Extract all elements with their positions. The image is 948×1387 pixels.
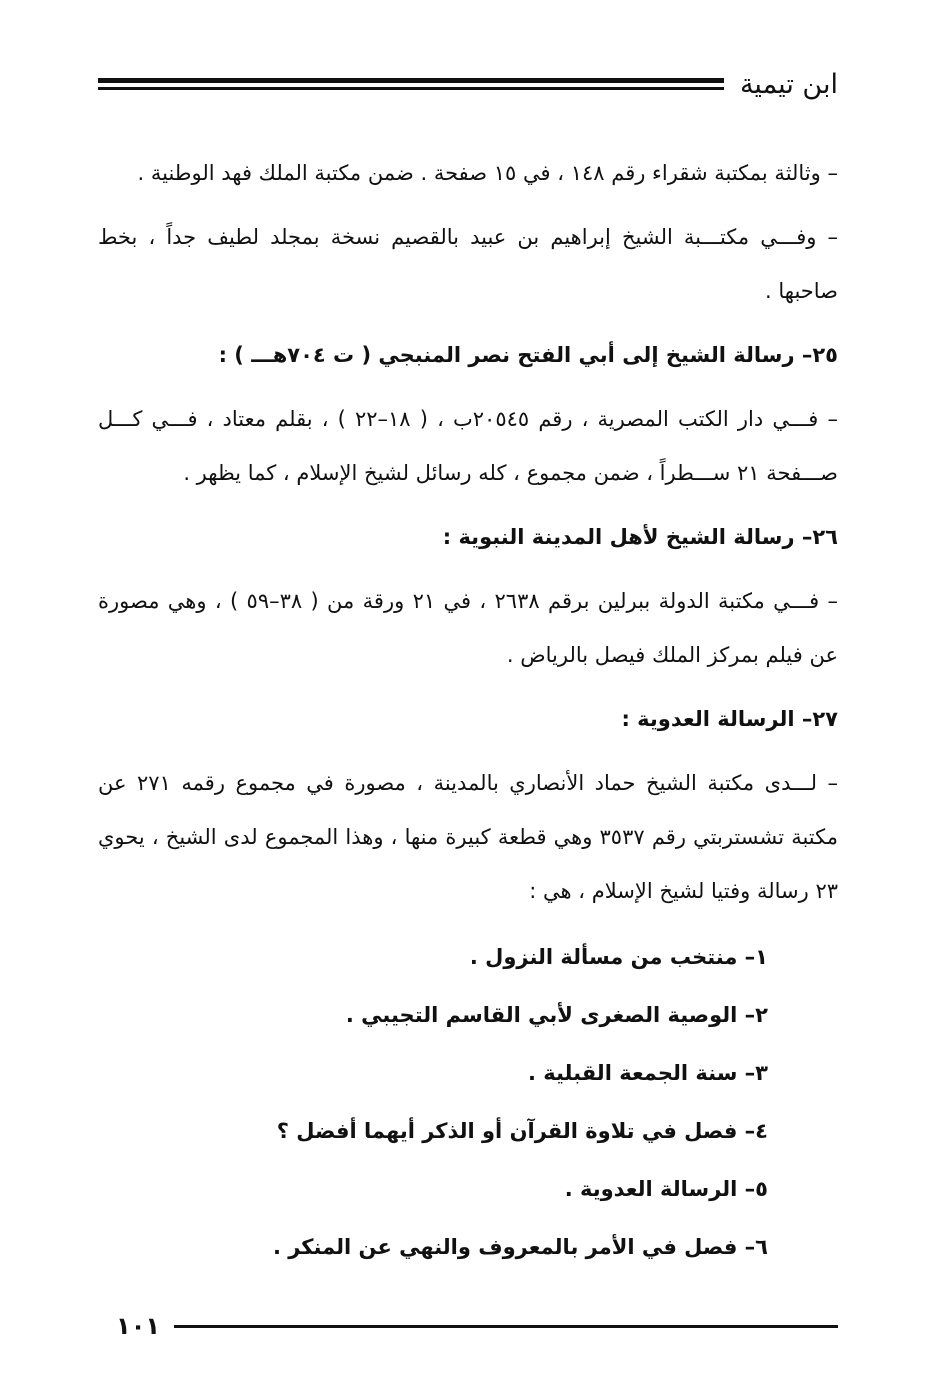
- header-title: ابن تيمية: [739, 68, 838, 100]
- page-footer: [98, 1308, 838, 1344]
- section-heading-25: ٢٥– رسالة الشيخ إلى أبي الفتح نصر المنبجي ( ت ٧٠٤هـــ ) :: [218, 343, 838, 367]
- footer-rule: [174, 1325, 838, 1328]
- running-header: [98, 62, 838, 106]
- section-heading-26: ٢٦– رسالة الشيخ لأهل المدينة النبوية :: [442, 525, 838, 549]
- paragraph-shaqra-copy: – وثالثة بمكتبة شقراء رقم ١٤٨ ، في ١٥ صفحة . ضمن مكتبة الملك فهد الوطنية .: [137, 161, 838, 185]
- list-item: ٥– الرسالة العدوية .: [564, 1177, 768, 1201]
- list-item: ٦– فصل في الأمر بالمعروف والنهي عن المنكر .: [272, 1235, 768, 1259]
- list-item: ٢– الوصية الصغرى لأبي القاسم التجيبي .: [345, 1003, 768, 1027]
- paragraph-qassim-copy: – وفـــي مكتـــبة الشيخ إبراهيم بن عبيد بالقصيم نسخة بمجلد لطيف جداً ، بخط صاحبها .: [98, 225, 838, 303]
- paragraph-berlin-library: – فـــي مكتبة الدولة ببرلين برقم ٢٦٣٨ ، في ٢١ ورقة من ( ٣٨–٥٩ ) ، وهي مصورة عن فيلم بمركز الملك فيصل بالرياض .: [98, 589, 838, 667]
- page-body: [98, 146, 838, 1276]
- header-double-rule: [98, 78, 724, 90]
- treatise-list: [98, 928, 838, 1276]
- paragraph-ansari-library: – لـــدى مكتبة الشيخ حماد الأنصاري بالمدينة ، مصورة في مجموع رقمه ٢٧١ عن مكتبة تشستربتي رقم ٣٥٣٧ وهي قطعة كبيرة منها ، وهذا المجموع لدى الشيخ ، يحوي ٢٣ رسالة وفتيا لشيخ الإسلام ، هي :: [98, 771, 838, 903]
- page-number: ١٠١: [116, 1312, 160, 1340]
- list-item: ٣– سنة الجمعة القبلية .: [527, 1061, 768, 1085]
- paragraph-egyptian-library: – فـــي دار الكتب المصرية ، رقم ٢٠٥٤٥ب ، ( ١٨–٢٢ ) ، بقلم معتاد ، فـــي كـــل صـــفحة ٢١ ســـطراً ، ضمن مجموع ، كله رسائل لشيخ الإسلام ، كما يظهر .: [98, 407, 838, 485]
- list-item: ١– منتخب من مسألة النزول .: [469, 945, 768, 969]
- section-heading-27: ٢٧– الرسالة العدوية :: [621, 707, 838, 731]
- list-item: ٤– فصل في تلاوة القرآن أو الذكر أيهما أفضل ؟: [276, 1119, 768, 1143]
